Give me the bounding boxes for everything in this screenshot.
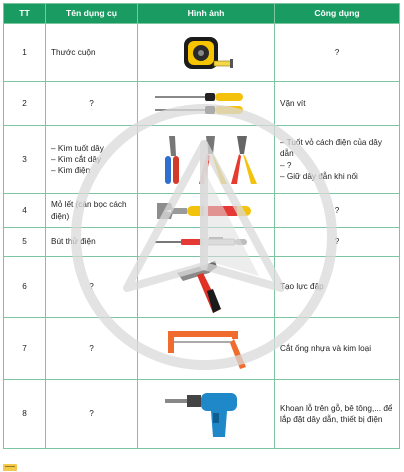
- row-number: 4: [4, 194, 46, 228]
- tool-name-text: ?: [89, 282, 94, 292]
- header-tool-name: Tên dụng cụ: [46, 4, 138, 24]
- table-row: [4, 228, 400, 257]
- tool-use-text: ?: [334, 205, 340, 215]
- tool-use-text: – ?: [280, 160, 292, 170]
- row-number: 5: [4, 228, 46, 257]
- row-number: 1: [4, 24, 46, 82]
- tool-image-cell: [138, 257, 275, 318]
- hammer-icon: [171, 259, 241, 315]
- table-header-row: [4, 4, 400, 24]
- tool-image-cell: [138, 82, 275, 126]
- tool-name-text: – Kìm điện: [51, 166, 91, 176]
- tool-name-cell: [46, 380, 138, 449]
- tool-name-text: ?: [89, 343, 94, 353]
- tool-use-cell: [275, 257, 400, 318]
- tool-name-cell: [46, 82, 138, 126]
- row-number: 7: [4, 318, 46, 380]
- tool-use-cell: [275, 318, 400, 380]
- tool-name-text: Thước cuộn: [51, 47, 96, 57]
- row-number: 3: [4, 126, 46, 194]
- tool-name-text: Mỏ lết (cán bọc cách điện): [51, 200, 127, 221]
- tool-name-cell: [46, 228, 138, 257]
- row-number: 2: [4, 82, 46, 126]
- tool-use-text: Khoan lỗ trên gỗ, bê tông,... để lắp đặt dây dẫn, thiết bị điện: [280, 403, 393, 424]
- pliers-icon: [151, 132, 261, 188]
- tool-image-cell: [138, 318, 275, 380]
- adjustable-wrench-icon: [151, 197, 261, 225]
- tool-image-cell: [138, 194, 275, 228]
- table-row: [4, 318, 400, 380]
- tool-name-cell: [46, 257, 138, 318]
- electric-drill-icon: [161, 387, 251, 441]
- tool-use-cell: [275, 194, 400, 228]
- row-number: 6: [4, 257, 46, 318]
- tool-use-text: Vặn vít: [280, 98, 306, 108]
- header-use: Công dụng: [275, 4, 400, 24]
- tool-image-cell: [138, 380, 275, 449]
- tool-name-text: ?: [89, 98, 94, 108]
- tool-use-text: Cắt ống nhựa và kim loại: [280, 343, 372, 353]
- row-number: 8: [4, 380, 46, 449]
- tool-use-cell: [275, 126, 400, 194]
- tool-use-text: ?: [334, 47, 340, 57]
- tool-image-cell: [138, 228, 275, 257]
- tool-use-text: Tạo lực đập: [280, 282, 324, 292]
- tool-name-text: Bút thử điện: [51, 237, 96, 247]
- tool-image-cell: [138, 126, 275, 194]
- header-tt: TT: [4, 4, 46, 24]
- tool-use-cell: [275, 24, 400, 82]
- header-image: Hình ảnh: [138, 4, 275, 24]
- table-row: [4, 194, 400, 228]
- tool-use-text: ?: [334, 237, 340, 247]
- table-row: [4, 380, 400, 449]
- screwdrivers-icon: [151, 90, 261, 118]
- tool-name-text: – Kìm tuốt dây: [51, 143, 104, 153]
- tool-name-cell: [46, 126, 138, 194]
- tool-name-cell: [46, 24, 138, 82]
- tool-name-text: – Kìm cắt dây: [51, 154, 102, 164]
- tool-use-cell: [275, 228, 400, 257]
- tool-use-cell: [275, 380, 400, 449]
- tool-name-cell: [46, 318, 138, 380]
- voltage-tester-pen-icon: [151, 234, 261, 250]
- table-row: [4, 82, 400, 126]
- table-row: [4, 126, 400, 194]
- footer-book-icon: [3, 463, 17, 471]
- table-row: [4, 257, 400, 318]
- tool-use-text: – Giữ dây dẫn khi nối: [280, 171, 358, 181]
- tape-measure-icon: [176, 34, 236, 72]
- hacksaw-icon: [156, 323, 256, 375]
- tools-table: [3, 3, 400, 449]
- table-row: [4, 24, 400, 82]
- tool-name-cell: [46, 194, 138, 228]
- tool-name-text: ?: [89, 409, 94, 419]
- tool-image-cell: [138, 24, 275, 82]
- tool-use-cell: [275, 82, 400, 126]
- tool-use-text: – Tuốt vỏ cách điện của dây dẫn: [280, 138, 382, 159]
